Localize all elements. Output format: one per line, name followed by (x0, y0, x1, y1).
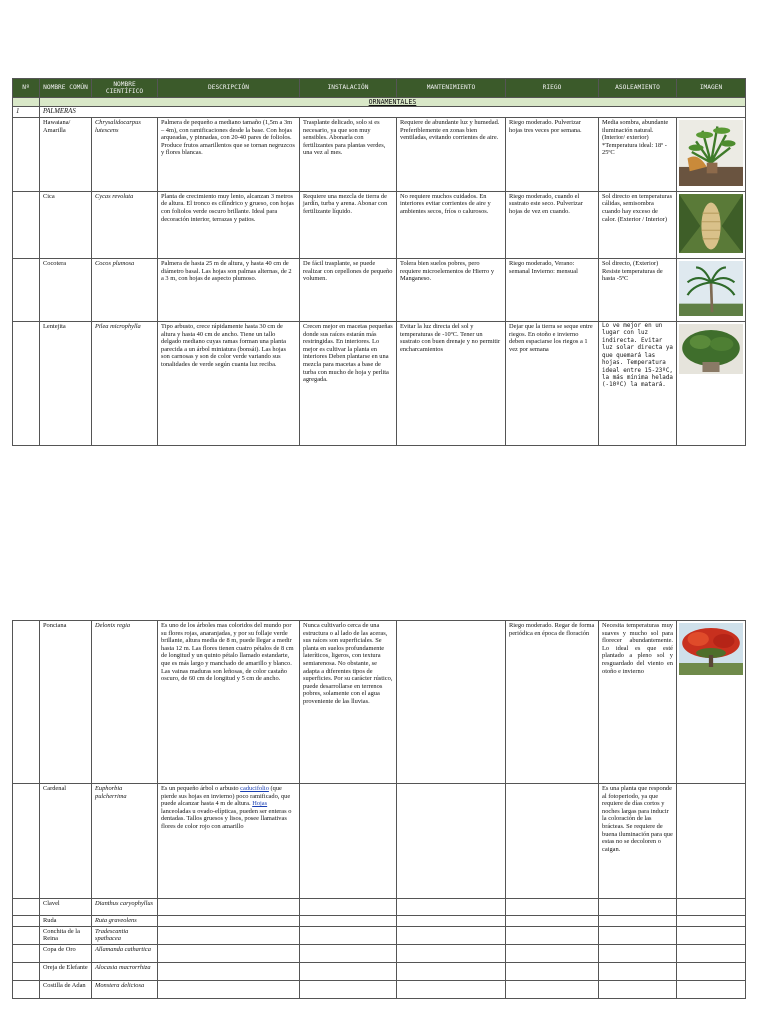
hojas-link[interactable]: Hojas (252, 800, 268, 808)
pilea-photo (679, 324, 743, 374)
scientific-name: Euphorbia pulcherrima (92, 784, 158, 899)
cycas-photo (679, 194, 743, 254)
scientific-name: Tradescantia spathacea (92, 926, 158, 944)
scientific-name: Allamanda cathartica (92, 944, 158, 962)
image-cell (677, 621, 746, 784)
description-cell: Es un pequeño árbol o arbusto caducifolio (que pierde sus hojas en invierno) poco ramificado, que puede alcanzar hasta 4 m de altura. Hojas lanceoladas u ovado-elípticas, pueden ser enteras o dentadas. Tallos gruesos y lisos, posee llamativas flores de color rojo con amarillo (158, 784, 300, 899)
header-scientific-name: NOMBRE CIENTÍFICO (92, 79, 158, 98)
image-cell (677, 259, 746, 322)
common-name: Lentejita (40, 322, 92, 446)
common-name: Hawaiana/ Amarilla (40, 118, 92, 192)
sun-cell: Es una planta que responde al fotoperiodo, ya que requiere de días cortos y noches largas para inducir la coloración de las brácteas. Se requiere de buena iluminación para que estas no se decoloren o caigan. (599, 784, 677, 899)
common-name: Cica (40, 191, 92, 258)
image-cell (677, 191, 746, 258)
table-row (13, 899, 746, 916)
irrigation-cell: Riego moderado. Pulverizar hojas tres veces por semana. (506, 118, 599, 192)
header-image: IMAGEN (677, 79, 746, 98)
image-cell (677, 118, 746, 192)
table-row (13, 980, 746, 998)
installation-cell: Requiere una mezcla de tierra de jardín, turba y arena. Abonar con fertilizante líquido. (300, 191, 397, 258)
table-row (13, 621, 746, 784)
maintenance-cell: No requiere muchos cuidados. En interiores evitar corrientes de aire y ambientes secos, fríos o calurosos. (397, 191, 506, 258)
description-cell: Palmera de pequeño a mediano tamaño (1,5m a 3m – 4m), con ramificaciones desde la base. Con hojas arqueadas, y pinnadas, con 20-40 pares de foliolos. Produce frutos amarillentos que se tornan negruzcos y flores blancas. (158, 118, 300, 192)
installation-cell: Trasplante delicado, solo si es necesario, ya que son muy sensibles. Abonarla con fertilizantes para plantas verdes, una vez al mes. (300, 118, 397, 192)
group-label: PALMERAS (40, 107, 746, 118)
table-row (13, 962, 746, 980)
maintenance-cell (397, 621, 506, 784)
image-cell (677, 322, 746, 446)
caducifolio-link[interactable]: caducifolio (240, 785, 269, 792)
scientific-name: Cycas revoluta (92, 191, 158, 258)
installation-cell: De fácil trasplante, se puede realizar con cepellones de pequeño volumen. (300, 259, 397, 322)
irrigation-cell: Riego moderado, cuando el sustrato este seco. Pulverizar hojas de vez en cuando. (506, 191, 599, 258)
header-irrigation: RIEGO (506, 79, 599, 98)
maintenance-cell: Requiere de abundante luz y humedad. Preferiblemente en zonas bien ventiladas, evitando corrientes de aire. (397, 118, 506, 192)
description-cell: Es uno de los árboles mas coloridos del mundo por su flores rojas, anaranjadas, y por su follaje verde brillante, altura media de 8 m, puede llegar a medir hasta 12 m. Las flores tienen cuatro pétalos de 8 cm de longitud y un quinto pétalo llamado estandarte, que es más largo y manchado de amarillo y blanco. Las vainas maduras son leñosas, de color castaño oscuro, de 60 cm de longitud y 5 cm de ancho. (158, 621, 300, 784)
table-row (13, 916, 746, 927)
table-row (13, 191, 746, 258)
header-sun-exposure: ASOLEAMIENTO (599, 79, 677, 98)
header-description: DESCRIPCIÓN (158, 79, 300, 98)
scientific-name: Pilea microphylla (92, 322, 158, 446)
header-installation: INSTALACIÓN (300, 79, 397, 98)
irrigation-cell: Riego moderado, Verano: semanal Invierno: mensual (506, 259, 599, 322)
scientific-name: Alocasia macrorrhiza (92, 962, 158, 980)
header-common-name: NOMBRE COMÚN (40, 79, 92, 98)
header-maintenance: MANTENIMIENTO (397, 79, 506, 98)
scientific-name: Monstera deliciosa (92, 980, 158, 998)
sun-cell: Sol directo en temperaturas cálidas, semisombra cuando hay exceso de calor. (Exterior / Interior) (599, 191, 677, 258)
section-row (13, 98, 746, 107)
sun-cell: Necesita temperaturas muy suaves y mucho sol para florecer abundantemente. Lo ideal es que esté plantado a pleno sol y resguardado del viento en otoño e invierno (599, 621, 677, 784)
scientific-name: Ruta graveolens (92, 916, 158, 927)
palm-potted-photo (679, 120, 743, 186)
section-title: ORNAMENTALES (40, 98, 746, 107)
maintenance-cell: Evitar la luz directa del sol y temperaturas de -10ºC. Tener un sustrato con buen drenaje y no permitir encharcamientos (397, 322, 506, 446)
description-cell: Tipo arbusto, crece rápidamente hasta 30 cm de altura y hasta 40 cm de ancho. Tiene un tallo delgado mediano cuyas ramas forman una planta parecida a un árbol miniatura (bonsái). Las hojas son carnosas y son de color verde variando sus tonalidades de verde según cuanta luz reciba. (158, 322, 300, 446)
table-row (13, 322, 746, 446)
irrigation-cell: Dejar que la tierra se seque entre riegos. En otoño e invierno deben espaciarse los riegos a 1 vez por semana (506, 322, 599, 446)
plants-table-continued (12, 620, 746, 999)
common-name: Ruda (40, 916, 92, 927)
sun-cell: Media sombra, abundante iluminación natural. (Interior/ exterior) *Temperatura ideal: 18º - 25ºC (599, 118, 677, 192)
common-name: Conchita de la Reina (40, 926, 92, 944)
scientific-name: Delonix regia (92, 621, 158, 784)
common-name: Cocotera (40, 259, 92, 322)
scientific-name: Chrysalidocarpus lutescens (92, 118, 158, 192)
common-name: Cardenal (40, 784, 92, 899)
table-row (13, 944, 746, 962)
flame-tree-photo (679, 623, 743, 675)
description-cell: Planta de crecimiento muy lento, alcanzan 3 metros de altura. El tronco es cilíndrico y grueso, con hojas con foliolos verde oscuro brillante. Ideal para decoración interior, terrazas y patios. (158, 191, 300, 258)
common-name: Clavel (40, 899, 92, 916)
sun-cell: Sol directo, (Exterior) Resiste temperaturas de hasta -5ºC (599, 259, 677, 322)
table-row (13, 784, 746, 899)
table-row (13, 259, 746, 322)
description-cell: Palmera de hasta 25 m de altura, y hasta 40 cm de diámetro basal. Las hojas son palmas alternas, de 2 a 3 m, con hojas de aspecto plumoso. (158, 259, 300, 322)
common-name: Copa de Oro (40, 944, 92, 962)
table-row (13, 926, 746, 944)
group-row (13, 107, 746, 118)
header-num: Nº (13, 79, 40, 98)
common-name: Oreja de Elefante (40, 962, 92, 980)
common-name: Ponciana (40, 621, 92, 784)
group-number: 1 (13, 107, 40, 118)
irrigation-cell: Riego moderado. Regar de forma periódica en época de floración (506, 621, 599, 784)
table-row (13, 118, 746, 192)
installation-cell: Nunca cultivarlo cerca de una estructura o al lado de las aceras, sus raíces son superficiales. Se planta en suelos profundamente lateríticos, ligeros, con textura semiarenosa. No obstante, se adapta a diferentes tipos de superficies. Por su carácter rústico, puede desarrollarse en terrenos pobres, solamente con el agua proveniente de las lluvias. (300, 621, 397, 784)
plants-table (12, 78, 746, 446)
common-name: Costilla de Adan (40, 980, 92, 998)
coconut-palm-photo (679, 261, 743, 316)
installation-cell: Crecen mejor en macetas pequeñas donde sus raíces estarán más restringidas. En interiores. Lo mejor es cultivar la planta en interiores Deben plantarse en una mezcla para macetas a base de turba con mucho de hoja y perlita agregada. (300, 322, 397, 446)
table-header-row (13, 79, 746, 98)
scientific-name: Cocos plumosa (92, 259, 158, 322)
maintenance-cell: Tolera bien suelos pobres, pero requiere microelementos de Hierro y Manganeso. (397, 259, 506, 322)
scientific-name: Dianthus caryophyllus (92, 899, 158, 916)
sun-cell: Lo ve mejor en un lugar con luz indirecta. Evitar luz solar directa ya que quemará las hojas. Temperatura ideal entre 15-23ºC, la más mínima helada (-10ºC) la matará. (599, 322, 677, 446)
